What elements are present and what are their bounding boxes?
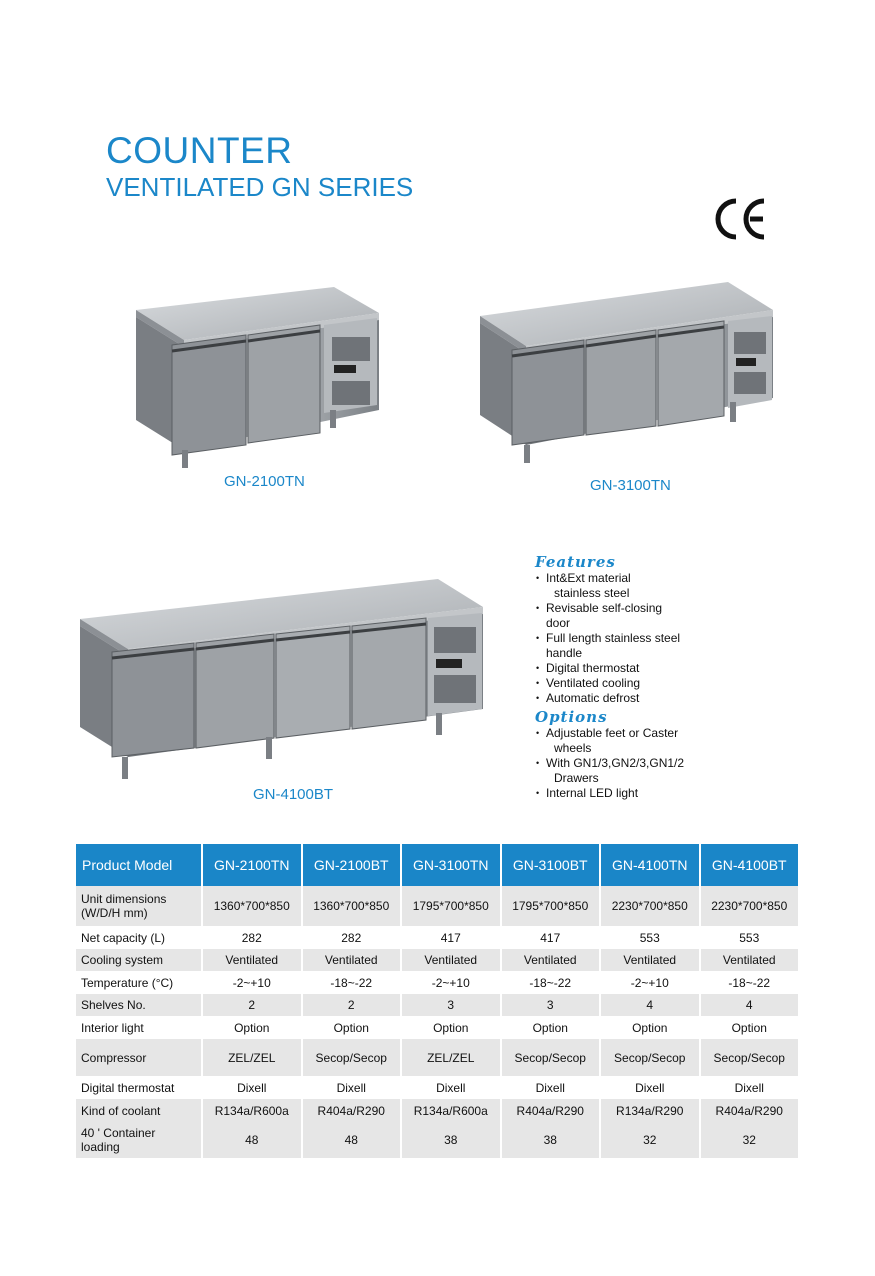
table-row [76,949,798,971]
table-cell: Option [601,1016,699,1039]
product-image-gn-3100tn [478,280,778,465]
table-cell: R134a/R600a [402,1099,500,1122]
option-item: • Adjustable feet or Caster wheels [535,726,735,756]
table-row [76,1016,798,1039]
table-row [76,1039,798,1076]
table-cell: 3 [402,994,500,1016]
table-cell: Dixell [303,1076,401,1099]
product-image-gn-2100tn [134,285,384,470]
table-cell: 1795*700*850 [402,886,500,926]
row-label: Interior light [76,1016,201,1039]
row-label: Digital thermostat [76,1076,201,1099]
table-cell: Ventilated [502,949,600,971]
table-cell: 4 [701,994,799,1016]
table-cell: 553 [601,926,699,949]
product-image-gn-4100bt [78,577,488,782]
table-cell: 48 [303,1122,401,1158]
table-cell: Dixell [502,1076,600,1099]
table-cell: 2230*700*850 [701,886,799,926]
table-cell: ZEL/ZEL [203,1039,301,1076]
feature-item: • Automatic defrost [535,691,735,706]
table-row [76,994,798,1016]
table-cell: R134a/R600a [203,1099,301,1122]
features-list [535,571,735,706]
page-title: COUNTER [106,130,293,171]
table-cell: Option [502,1016,600,1039]
page-subtitle: VENTILATED GN SERIES [106,172,414,202]
table-cell: R404a/R290 [303,1099,401,1122]
header-model: GN-3100TN [402,844,500,886]
table-cell: 553 [701,926,799,949]
table-cell: Ventilated [402,949,500,971]
table-row [76,926,798,949]
table-cell: 2230*700*850 [601,886,699,926]
table-cell: 282 [303,926,401,949]
table-cell: 3 [502,994,600,1016]
table-cell: -18~-22 [502,971,600,994]
table-cell: Secop/Secop [502,1039,600,1076]
options-heading: Options [535,708,608,726]
table-cell: -2~+10 [203,971,301,994]
table-cell: 282 [203,926,301,949]
row-label: Temperature (°C) [76,971,201,994]
table-cell: Option [303,1016,401,1039]
feature-item: • Full length stainless steel handle [535,631,735,661]
features-heading: Features [535,553,616,571]
table-row [76,971,798,994]
header-product-model: Product Model [76,844,201,886]
feature-item: • Revisable self-closing door [535,601,735,631]
options-list [535,726,735,801]
table-cell: 38 [402,1122,500,1158]
feature-item: • Ventilated cooling [535,676,735,691]
product-caption-gn-3100tn: GN-3100TN [590,477,671,494]
table-cell: Dixell [203,1076,301,1099]
table-cell: Ventilated [303,949,401,971]
feature-item: • Int&Ext material stainless steel [535,571,735,601]
row-label: Net capacity (L) [76,926,201,949]
option-item: • Internal LED light [535,786,735,801]
row-label: Compressor [76,1039,201,1076]
header-model: GN-2100BT [303,844,401,886]
table-cell: 48 [203,1122,301,1158]
spec-table-header-row [76,844,798,886]
spec-table [74,844,800,1158]
row-label: Unit dimensions (W/D/H mm) [76,886,201,926]
feature-item: • Digital thermostat [535,661,735,676]
table-cell: 32 [601,1122,699,1158]
table-cell: Ventilated [203,949,301,971]
features-options-panel [535,553,735,803]
table-cell: 1795*700*850 [502,886,600,926]
table-row [76,886,798,926]
header-model: GN-3100BT [502,844,600,886]
table-cell: 2 [203,994,301,1016]
table-cell: Ventilated [701,949,799,971]
row-label: Cooling system [76,949,201,971]
table-cell: Dixell [601,1076,699,1099]
table-cell: 1360*700*850 [303,886,401,926]
table-cell: Secop/Secop [701,1039,799,1076]
table-cell: Dixell [402,1076,500,1099]
table-cell: Option [402,1016,500,1039]
product-caption-gn-2100tn: GN-2100TN [224,473,305,490]
table-cell: -18~-22 [303,971,401,994]
table-cell: 32 [701,1122,799,1158]
header-model: GN-2100TN [203,844,301,886]
product-caption-gn-4100bt: GN-4100BT [253,786,334,803]
table-row [76,1099,798,1122]
table-cell: -2~+10 [601,971,699,994]
header-model: GN-4100TN [601,844,699,886]
table-cell: -18~-22 [701,971,799,994]
table-cell: Secop/Secop [601,1039,699,1076]
table-cell: R404a/R290 [701,1099,799,1122]
table-cell: Secop/Secop [303,1039,401,1076]
row-label: 40 ' Container loading [76,1122,201,1158]
table-row [76,1076,798,1099]
table-cell: Option [203,1016,301,1039]
table-cell: 4 [601,994,699,1016]
table-cell: Dixell [701,1076,799,1099]
table-cell: R404a/R290 [502,1099,600,1122]
row-label: Kind of coolant [76,1099,201,1122]
ce-mark-icon [712,195,770,243]
table-cell: 417 [402,926,500,949]
table-cell: R134a/R290 [601,1099,699,1122]
table-cell: 1360*700*850 [203,886,301,926]
table-cell: 38 [502,1122,600,1158]
option-item: • With GN1/3,GN2/3,GN1/2 Drawers [535,756,735,786]
table-cell: ZEL/ZEL [402,1039,500,1076]
table-cell: Ventilated [601,949,699,971]
table-cell: -2~+10 [402,971,500,994]
table-cell: Option [701,1016,799,1039]
table-cell: 2 [303,994,401,1016]
table-row [76,1122,798,1158]
header-model: GN-4100BT [701,844,799,886]
row-label: Shelves No. [76,994,201,1016]
table-cell: 417 [502,926,600,949]
